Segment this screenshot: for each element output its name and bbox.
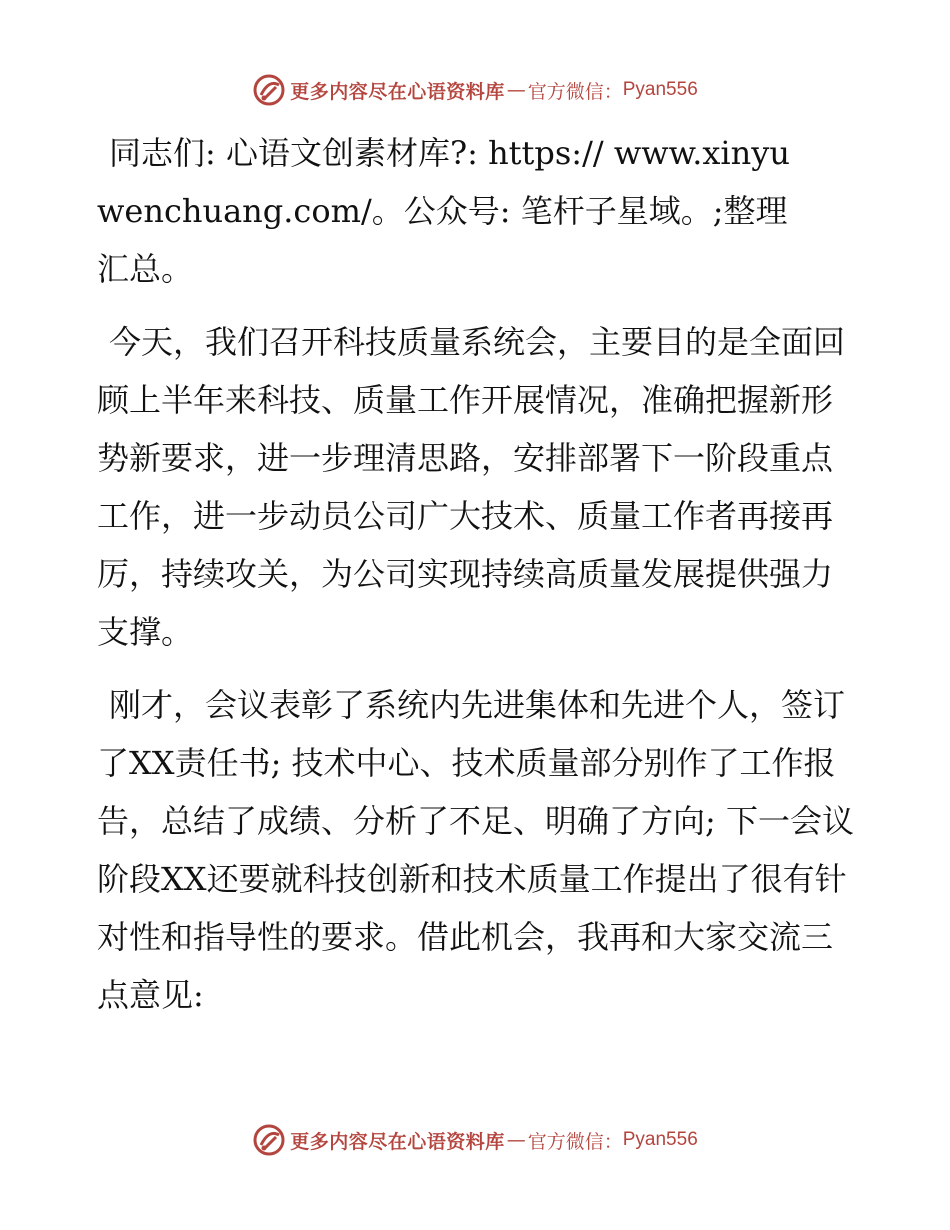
paragraph-purpose bbox=[97, 313, 857, 661]
paragraph-intro-text: 同志们: 心语文创素材库?: https:// www.xinyuwenchuang.com/。公众号: 笔杆子星域。;整理汇总。 bbox=[97, 134, 790, 288]
document-body bbox=[97, 124, 857, 1039]
header-wechat-label: 官方微信： bbox=[527, 80, 623, 103]
footer-separator: — bbox=[506, 1129, 526, 1151]
header-site-text: 更多内容尽在心语资料库 bbox=[290, 80, 505, 103]
header-wechat-id: Pyan556 bbox=[622, 79, 698, 100]
paragraph-recap-text: 刚才，会议表彰了系统内先进集体和先进个人，签订了XX责任书; 技术中心、技术质量部分别作了工作报告，总结了成绩、分析了不足、明确了方向; 下一会议阶段XX还要就科技创新和技术质量工作提出了很有针对性和指导性的要求。借此机会，我再和大家交流三点意见: bbox=[97, 686, 854, 1014]
paragraph-recap bbox=[97, 676, 857, 1024]
footer-site-text: 更多内容尽在心语资料库 bbox=[290, 1130, 505, 1153]
footer-banner bbox=[0, 1122, 950, 1158]
footer-wechat-id: Pyan556 bbox=[622, 1129, 698, 1150]
paragraph-purpose-text: 今天，我们召开科技质量系统会，主要目的是全面回顾上半年来科技、质量工作开展情况，准确把握新形势新要求，进一步理清思路，安排部署下一阶段重点工作，进一步动员公司广大技术、质量工作者再接再厉，持续攻关，为公司实现持续高质量发展提供强力支撑。 bbox=[97, 323, 846, 651]
header-separator: — bbox=[506, 79, 526, 101]
footer-wechat-label: 官方微信： bbox=[527, 1130, 623, 1153]
logo-icon bbox=[252, 1123, 286, 1157]
header-banner bbox=[0, 72, 950, 108]
paragraph-intro bbox=[97, 124, 797, 298]
logo-icon bbox=[252, 73, 286, 107]
